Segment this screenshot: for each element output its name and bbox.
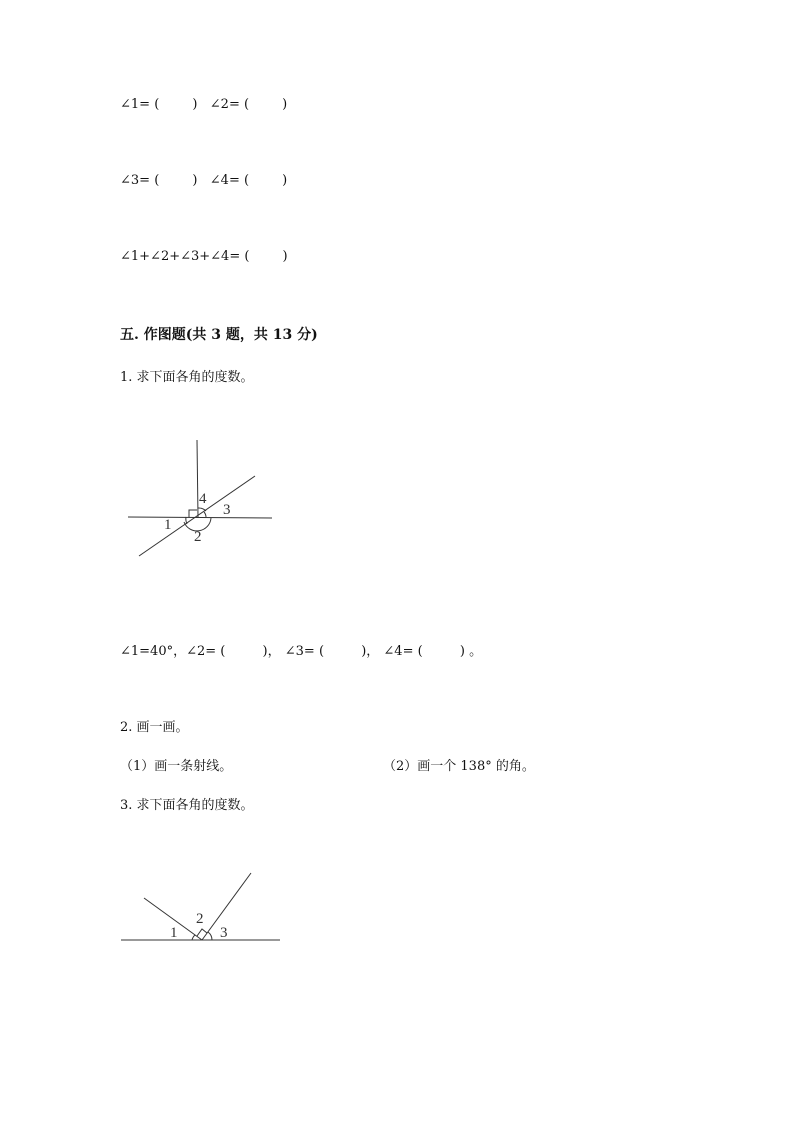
q3-angle-diagram — [115, 866, 290, 951]
q1-label-2: 2 — [194, 529, 202, 545]
q1-arc-4 — [198, 508, 206, 511]
q1-answer-line: ∠1=40°，∠2= ( )， ∠3= ( )， ∠4= ( ) 。 — [120, 644, 483, 659]
q3-label-1: 1 — [170, 925, 178, 941]
q2-part-2: （2）画一个 138° 的角。 — [383, 759, 535, 774]
q1-vertical-ray — [197, 440, 198, 517]
q3-label-2: 2 — [196, 911, 204, 927]
q1-right-angle-mark — [189, 510, 197, 517]
q2-part-1: （1）画一条射线。 — [120, 759, 233, 774]
q1-label-4: 4 — [199, 491, 207, 507]
q3-label-3: 3 — [220, 925, 228, 941]
q3-arc-3 — [208, 932, 212, 940]
q2-title: 2. 画一画。 — [120, 720, 189, 735]
q1-label-1: 1 — [164, 517, 172, 533]
q1-title: 1. 求下面各角的度数。 — [120, 370, 254, 385]
angle-sum-row: ∠1+∠2+∠3+∠4= ( ) — [120, 249, 288, 264]
q1-figure — [120, 430, 290, 570]
section-title: 五. 作图题(共 3 题，共 13 分) — [120, 327, 318, 343]
angle-answer-row-2: ∠3= ( ) ∠4= ( ) — [120, 173, 288, 188]
q1-arc-1 — [186, 517, 187, 524]
q1-horizontal-line — [128, 517, 272, 518]
q1-arc-3 — [204, 512, 206, 517]
angle-answer-row-1: ∠1= ( ) ∠2= ( ) — [120, 97, 288, 112]
q3-title: 3. 求下面各角的度数。 — [120, 798, 254, 813]
q3-figure — [115, 866, 290, 951]
q3-arc-1 — [192, 935, 195, 940]
q1-angle-diagram — [120, 430, 290, 570]
q1-label-3: 3 — [223, 502, 231, 518]
